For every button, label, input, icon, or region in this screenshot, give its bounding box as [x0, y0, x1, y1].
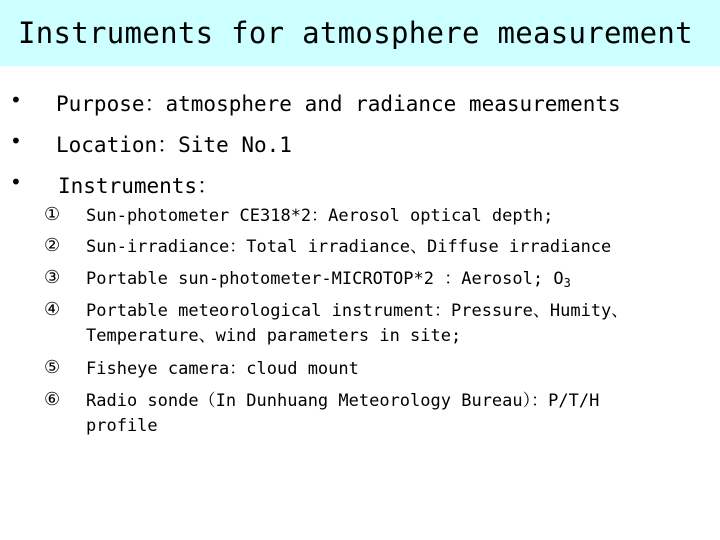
item-text: Portable sun-photometer-MICROTOP*2 ：Aerosol; O: [86, 269, 564, 289]
item-number: ①: [44, 204, 61, 225]
item-number: ②: [44, 235, 61, 256]
title-bar: [0, 0, 720, 66]
item-text-line: Temperature、wind parameters in site;: [86, 326, 462, 346]
item-text: Sun-irradiance：Total irradiance、Diffuse irradiance: [86, 237, 612, 257]
slide-title: Instruments for atmosphere measurement: [18, 16, 693, 50]
item-text: Sun-photometer CE318*2：Aerosol optical depth;: [86, 206, 554, 226]
item-text: Fisheye camera：cloud mount: [86, 359, 359, 379]
item-number: ③: [44, 267, 61, 288]
bullet-marker: •: [10, 170, 22, 194]
bullet-marker: •: [10, 129, 22, 153]
item-number: ⑤: [44, 357, 61, 378]
bullet-marker: •: [10, 88, 22, 112]
item-text-block: [86, 299, 628, 349]
item-number: ⑥: [44, 389, 61, 410]
item-number: ④: [44, 299, 61, 320]
item-text-line: Portable meteorological instrument：Pressure、Humity、: [86, 301, 629, 321]
bullet-text: Purpose：atmosphere and radiance measurements: [56, 92, 621, 116]
subscript: 3: [563, 276, 571, 290]
bullet-text: Instruments：: [58, 174, 219, 198]
item-text-line: Radio sonde（In Dunhuang Meteorology Bureau）：P/T/H: [86, 391, 600, 411]
bullet-text: Location：Site No.1: [56, 133, 292, 157]
item-text-line: profile: [86, 416, 158, 436]
item-text-wrap: [86, 267, 571, 296]
item-text-block: [86, 389, 599, 439]
